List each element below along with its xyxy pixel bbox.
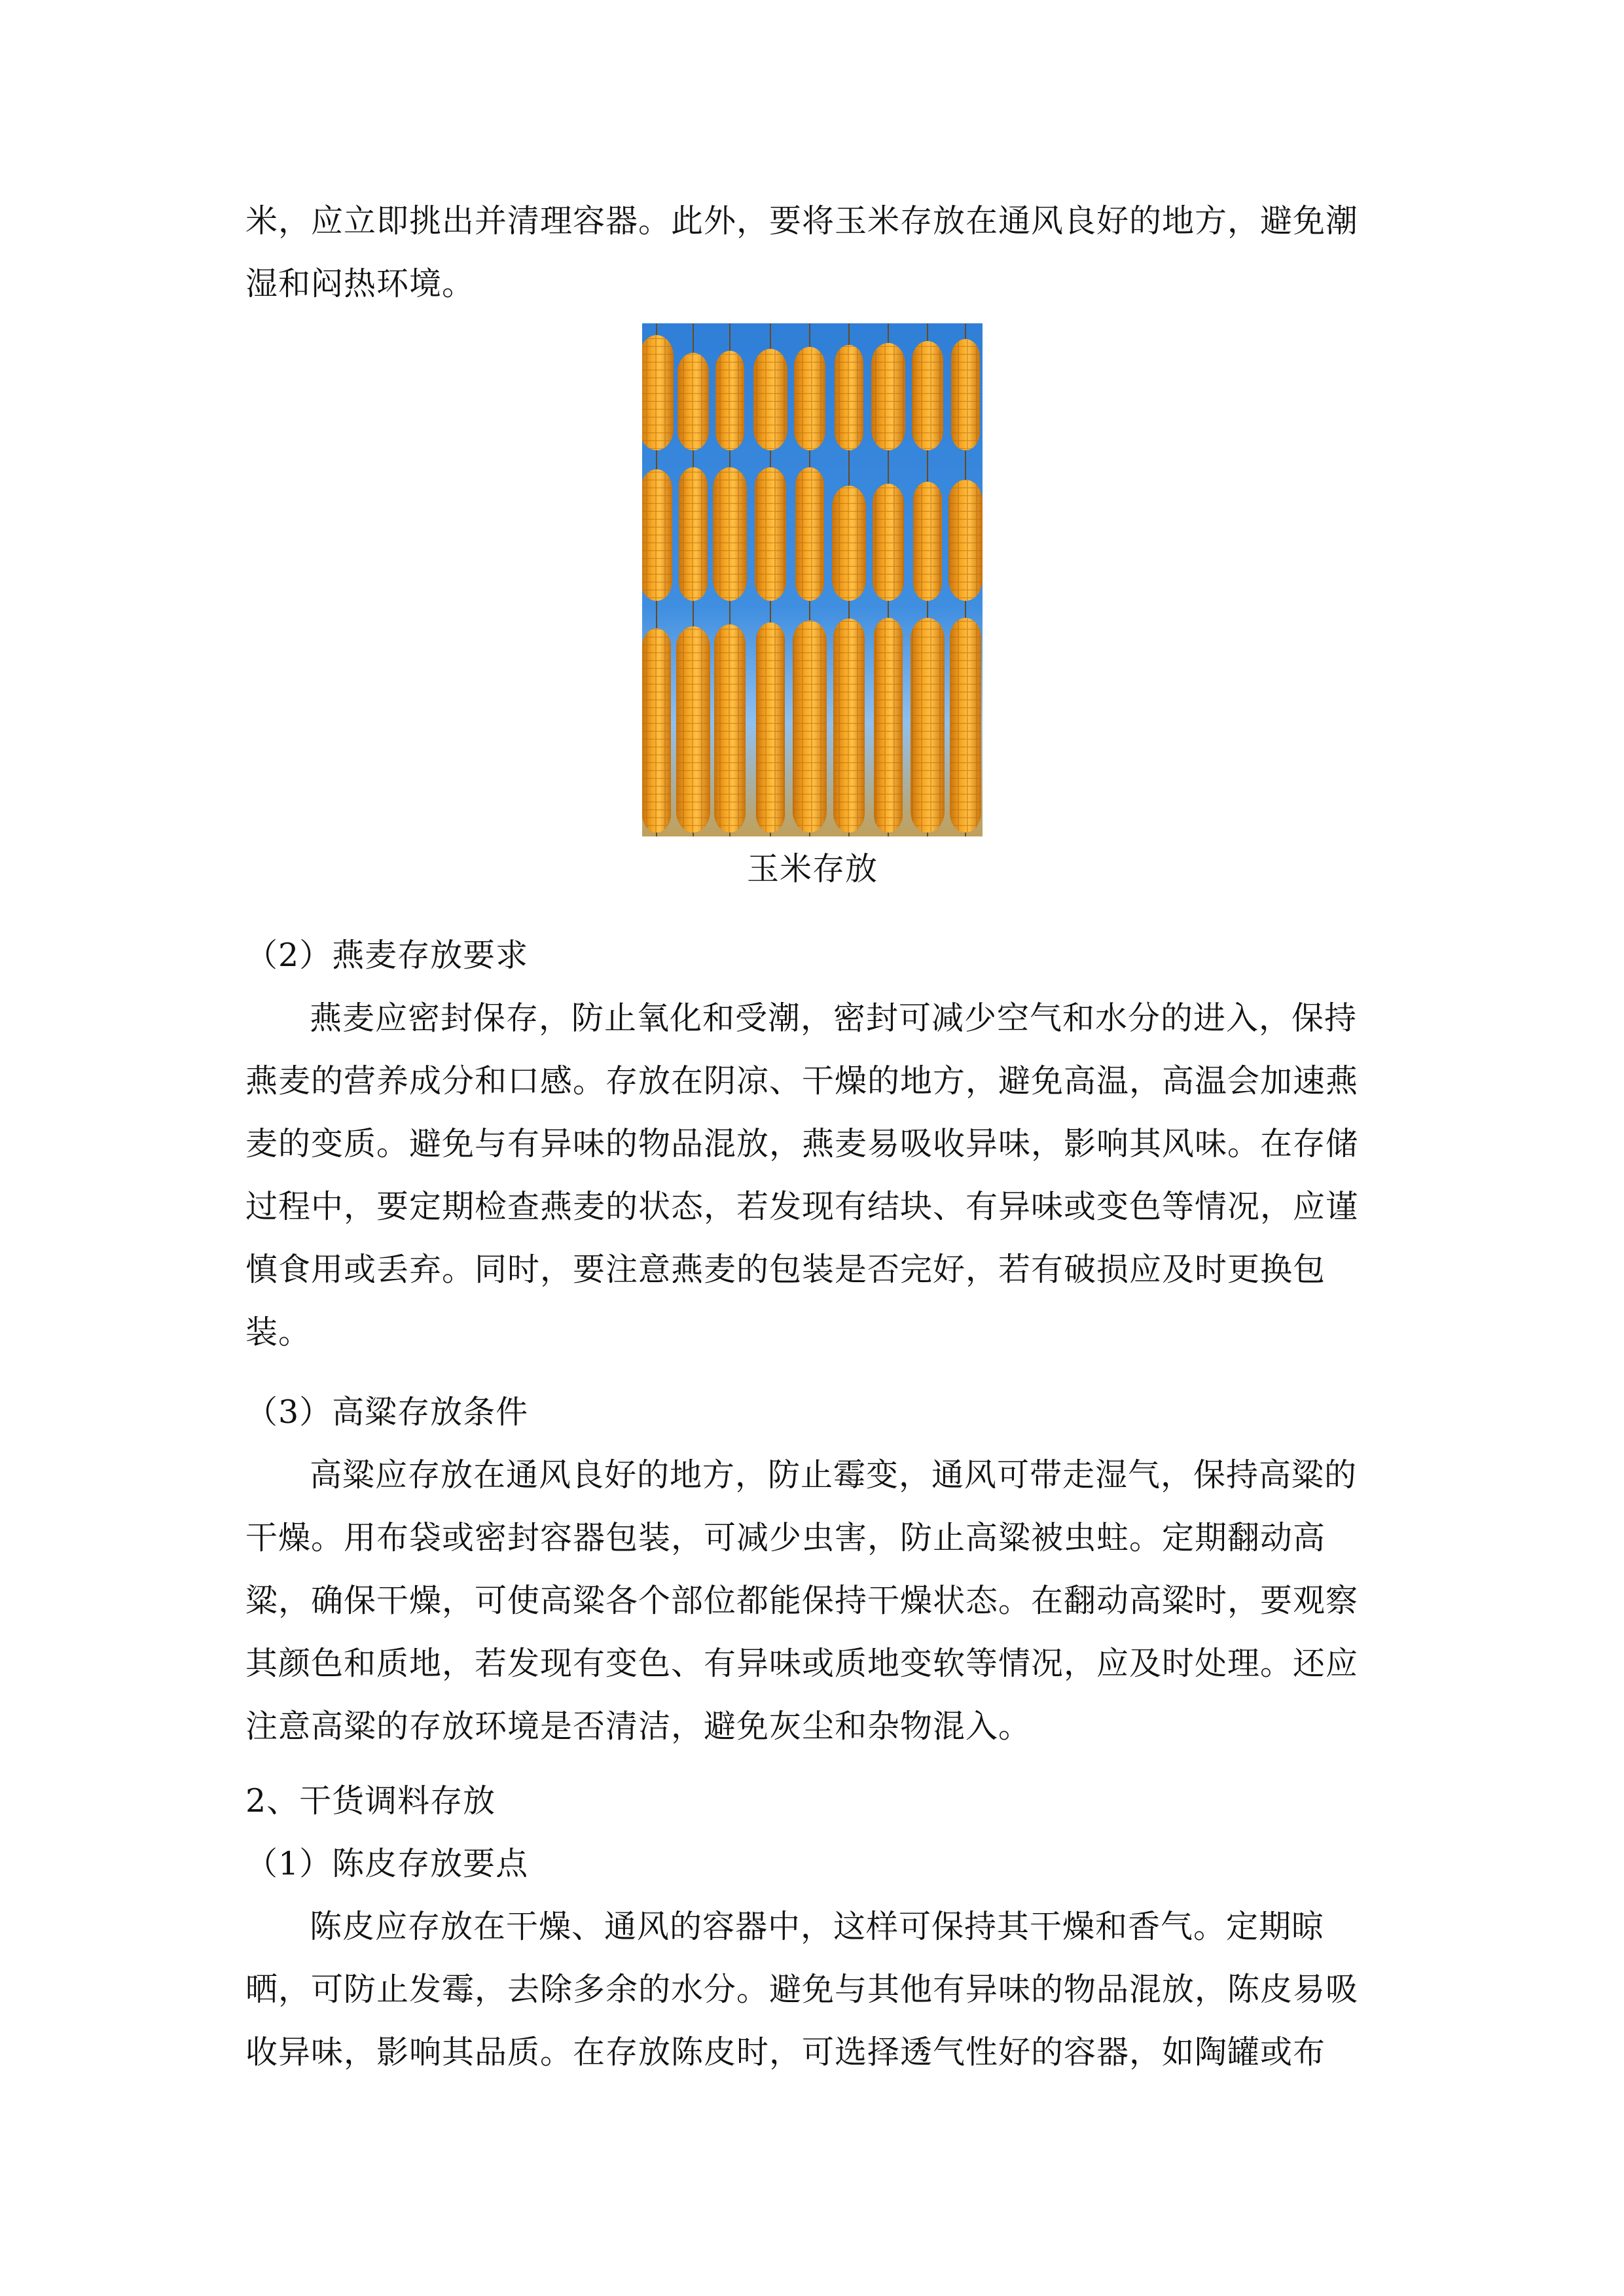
section-tangerine-peel-body — [245, 1895, 1381, 2084]
corn-cob — [793, 620, 827, 833]
corn-cob — [833, 619, 865, 833]
paragraph-text: 陈皮应存放在干燥、通风的容器中，这样可保持其干燥和香气。定期晾晒，可防止发霉，去除多余的水分。避免与其他有异味的物品混放，陈皮易吸收异味，影响其品质。在存放陈皮时，可选择透气性好的容器，如陶罐或布 — [245, 1908, 1359, 2071]
corn-cob — [873, 484, 904, 601]
corn-cob — [756, 622, 785, 833]
corn-cob — [913, 482, 942, 601]
section-sorghum-body — [245, 1444, 1381, 1758]
corn-cob — [832, 486, 866, 601]
corn-cob — [642, 335, 674, 450]
corn-cob — [677, 353, 709, 450]
corn-cob — [795, 467, 824, 601]
corn-cob — [676, 626, 710, 833]
corn-illustration — [642, 323, 983, 836]
corn-cob — [912, 341, 943, 450]
paragraph-text: 高粱应存放在通风良好的地方，防止霉变，通风可带走湿气，保持高粱的干燥。用布袋或密封容器包装，可减少虫害，防止高粱被虫蛀。定期翻动高粱，确保干燥，可使高粱各个部位都能保持干燥状态。在翻动高粱时，要观察其颜色和质地，若发现有变色、有异味或质地变软等情况，应及时处理。还应注意高粱的存放环境是否清洁，避免灰尘和杂物混入。 — [245, 1456, 1359, 1745]
corn-cob — [948, 480, 983, 601]
corn-cob — [755, 467, 786, 601]
corn-cob — [951, 339, 980, 450]
corn-cob — [753, 349, 787, 450]
corn-cob — [874, 618, 903, 833]
corn-cob — [715, 351, 744, 450]
paragraph-text: 米，应立即挑出并清理容器。此外，要将玉米存放在通风良好的地方，避免潮湿和闷热环境。 — [245, 202, 1359, 302]
corn-cob — [835, 345, 863, 450]
corn-cob — [713, 467, 747, 601]
paragraph-corn-end — [245, 190, 1381, 315]
paragraph-text: 燕麦应密封保存，防止氧化和受潮，密封可减少空气和水分的进入，保持燕麦的营养成分和口感。存放在阴凉、干燥的地方，避免高温，高温会加速燕麦的变质。避免与有异味的物品混放，燕麦易吸收异味，影响其风味。在存储过程中，要定期检查燕麦的状态，若发现有结块、有异味或变色等情况，应谨慎食用或丢弃。同时，要注意燕麦的包装是否完好，若有破损应及时更换包装。 — [245, 999, 1359, 1351]
corn-cob — [950, 618, 981, 833]
section-oats-body — [245, 987, 1381, 1364]
corn-cob — [794, 347, 825, 450]
section-heading-sorghum: （3）高粱存放条件 — [245, 1393, 529, 1431]
section-heading-dry-goods: 2、干货调料存放 — [245, 1782, 496, 1820]
corn-cob — [679, 467, 708, 601]
subsection-heading-tangerine-peel: （1）陈皮存放要点 — [245, 1845, 529, 1882]
corn-storage-photo — [642, 323, 983, 836]
figure-caption: 玉米存放 — [746, 850, 878, 888]
corn-cob — [714, 624, 746, 833]
corn-cob — [642, 628, 671, 833]
section-heading-oats: （2）燕麦存放要求 — [245, 937, 529, 974]
corn-cob — [871, 343, 905, 450]
corn-cob — [911, 618, 945, 833]
corn-cob — [642, 469, 672, 601]
